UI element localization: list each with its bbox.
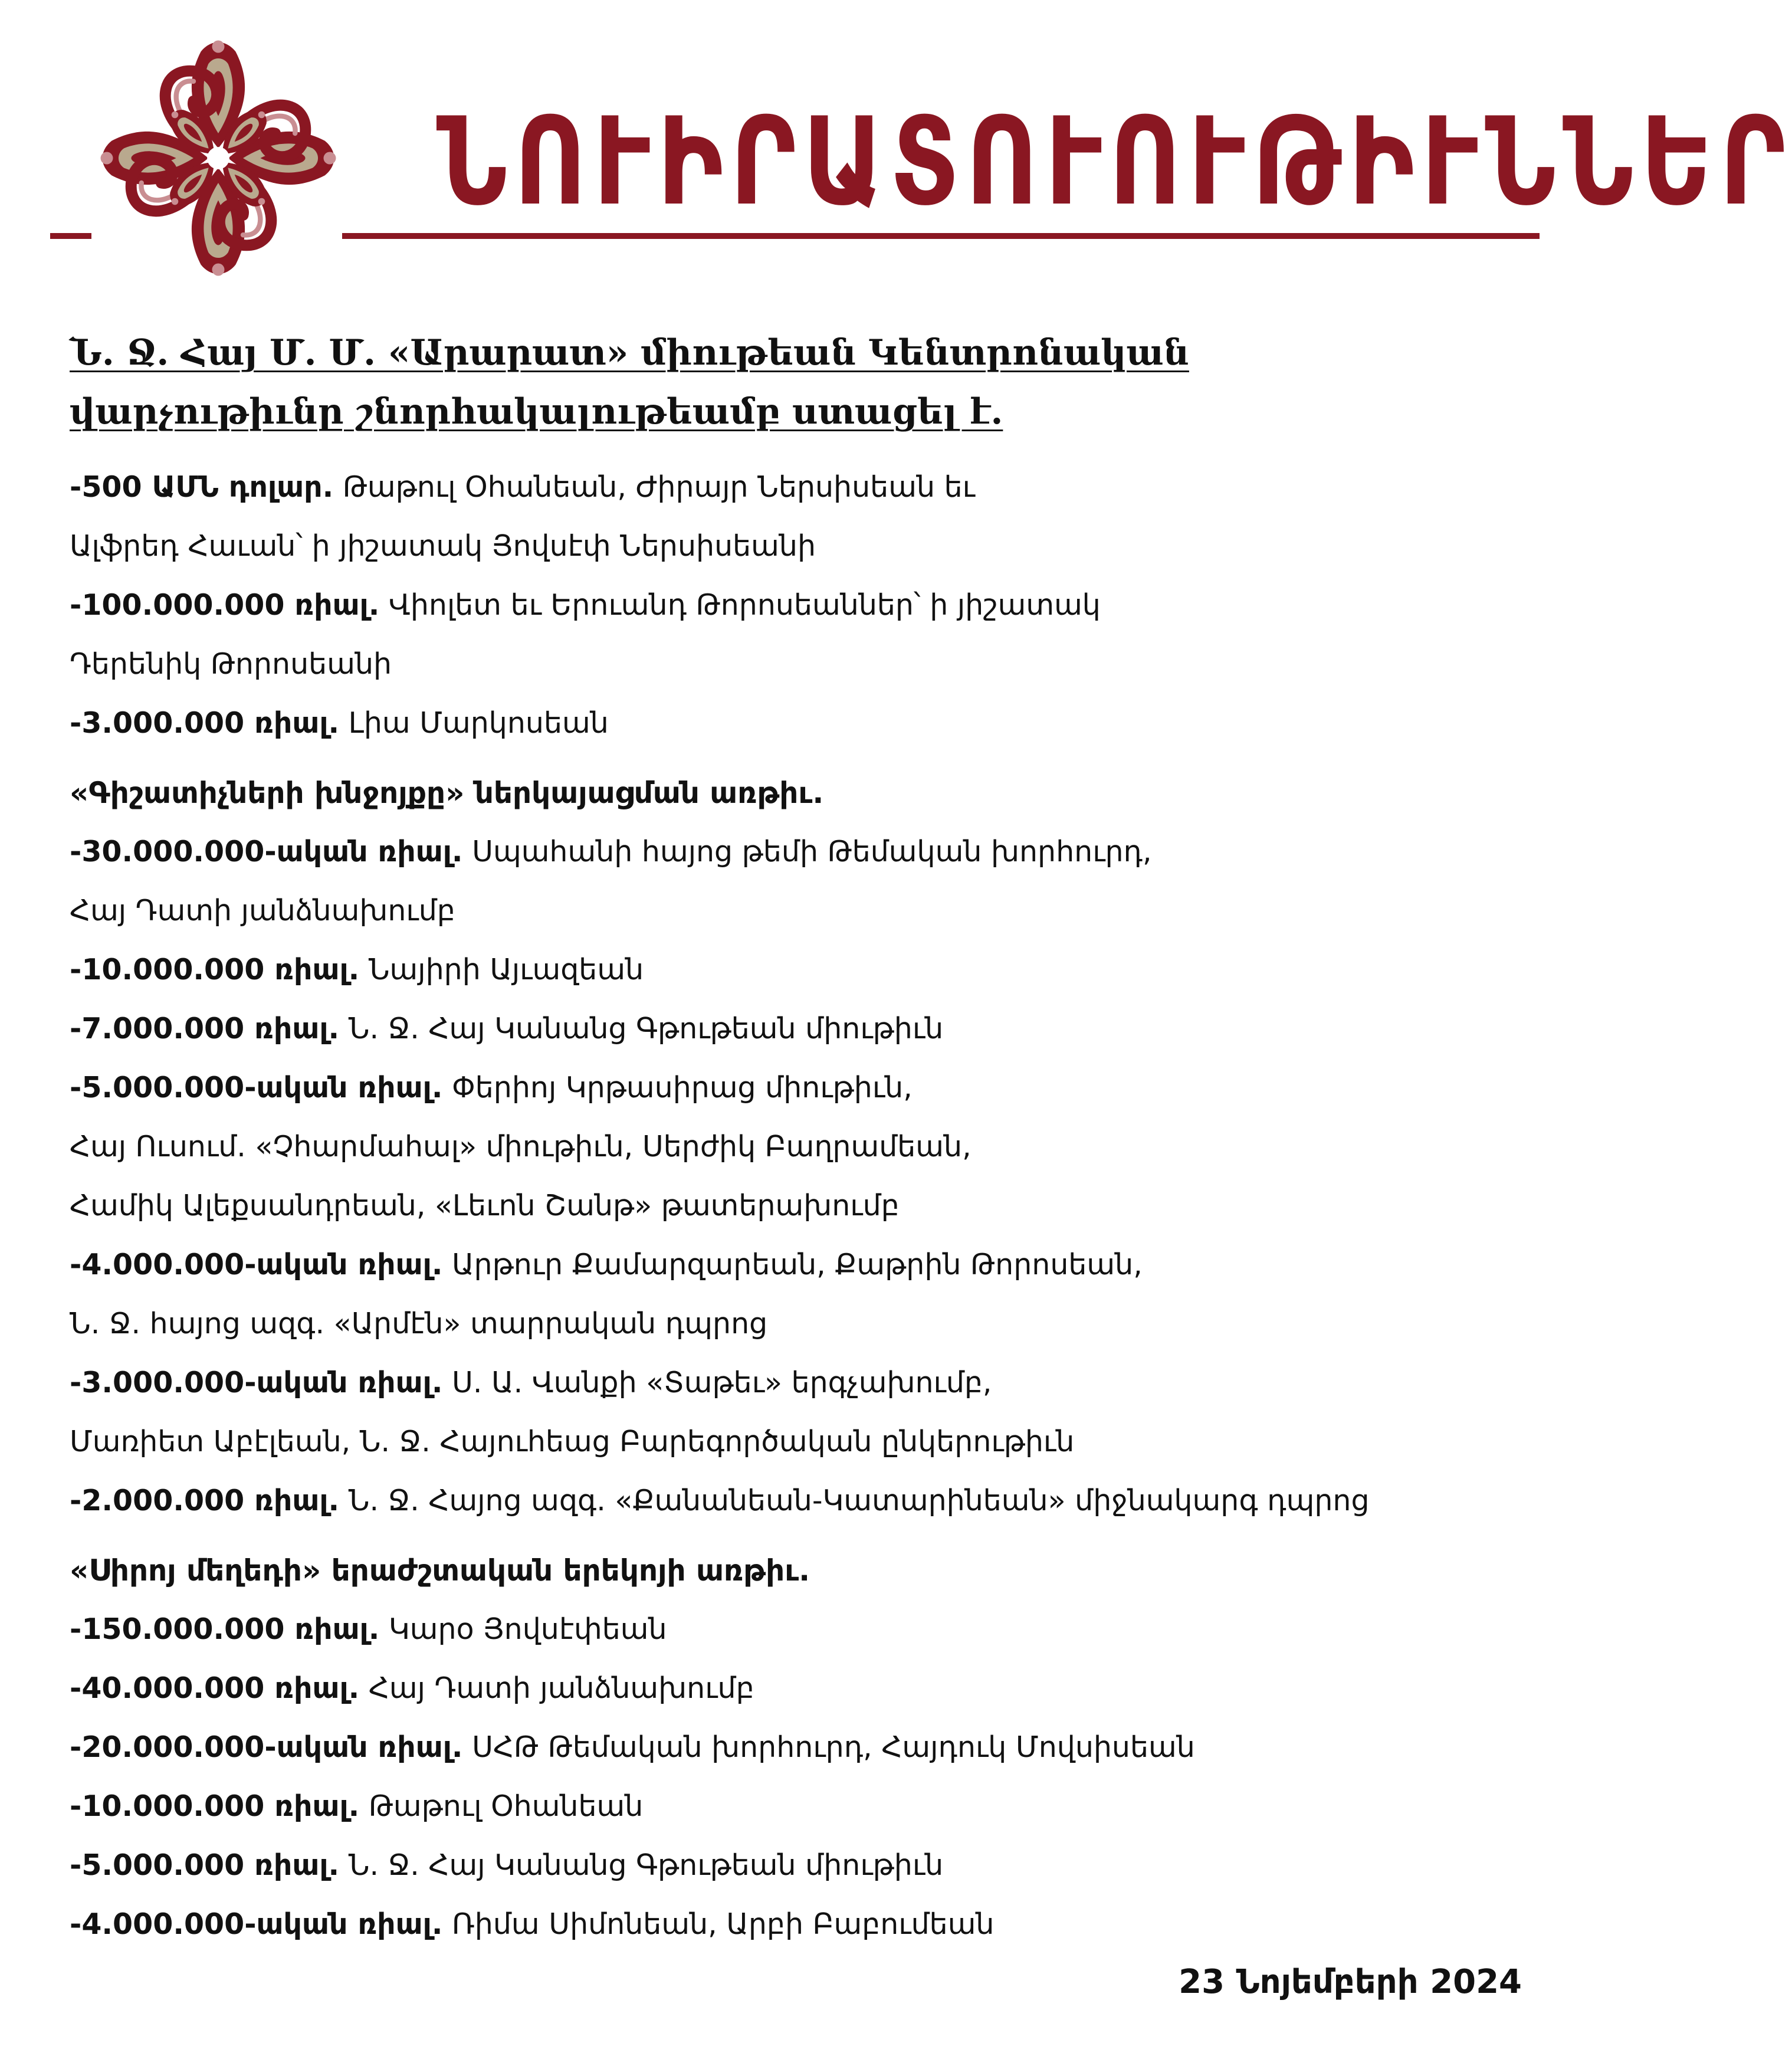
donation-block-3 [70,1600,1532,1954]
list-item: -5.000.000-ական ռիալ. Փերիոյ Կրթասիրաց միութիւն, [70,1071,913,1104]
list-item: -7.000.000 ռիալ. Ն. Ջ. Հայ Կանանց Գթութեան միութիւն [70,1012,944,1045]
header-rule-right [342,233,1540,239]
document-heading: Ն. Ջ. Հայ Մ. Մ. «Արարատ» միութեան Կենտրոնական վարչութիւնը շնորհակալութեամբ ստացել է. [70,332,1189,432]
document-date: 23 Նոյեմբերի 2024 [1179,1963,1522,2001]
list-item: Ալֆրեդ Հաւան՝ ի յիշատակ Յովսէփ Ներսիսեանի [70,529,816,563]
list-item: Համիկ Ալեքսանդրեան, «Լեւոն Շանթ» թատերախումբ [70,1189,900,1222]
list-item: -30.000.000-ական ռիալ. Սպահանի հայոց թեմի Թեմական խորհուրդ, [70,835,1152,868]
list-item: -2.000.000 ռիալ. Ն. Ջ. Հայոց ազգ. «Քանանեան-Կատարինեան» միջնակարգ դպրոց [70,1484,1370,1517]
list-item: -5.000.000 ռիալ. Ն. Ջ. Հայ Կանանց Գթութեան միութիւն [70,1848,944,1882]
list-item: Մառիետ Աբէլեան, Ն. Ջ. Հայուհեաց Բարեգործական ընկերութիւն [70,1425,1075,1458]
ornament-logo-icon [94,34,342,282]
header [0,0,1792,295]
section-title: «Գիշատիչների խնջոյքը» ներկայացման առթիւ. [70,776,824,810]
donation-block-2 [70,822,1532,1530]
list-item: Հայ Դատի յանձնախումբ [70,894,455,927]
list-item: -40.000.000 ռիալ. Հայ Դատի յանձնախումբ [70,1671,754,1705]
list-item: -4.000.000-ական ռիալ. Արթուր Քամարզարեան, Քաթրին Թորոսեան, [70,1248,1143,1281]
list-item: Ն. Ջ. հայոց ազգ. «Արմէն» տարրական դպրոց [70,1307,768,1340]
list-item: -10.000.000 ռիալ. Թաթուլ Օհանեան [70,1789,644,1823]
list-item: Հայ Ուսում. «Չհարմահալ» միութիւն, Սերժիկ Բաղրամեան, [70,1130,972,1163]
list-item: -3.000.000 ռիալ. Լիա Մարկոսեան [70,706,609,740]
list-item: -10.000.000 ռիալ. Նայիրի Այւազեան [70,953,644,986]
list-item: -3.000.000-ական ռիալ. Ս. Ա. Վանքի «Տաթեւ» երգչախումբ, [70,1366,992,1399]
document-body [70,323,1532,1954]
list-item: -20.000.000-ական ռիալ. ՍՀԹ Թեմական խորհուրդ, Հայդուկ Մովսիսեան [70,1730,1195,1764]
header-rule-left [50,233,91,239]
donation-block-1 [70,458,1532,753]
list-item: -150.000.000 ռիալ. Կարօ Յովսէփեան [70,1612,667,1646]
list-item: -100.000.000 ռիալ. Վիոլետ եւ Երուանդ Թորոսեաններ՝ ի յիշատակ [70,588,1101,622]
page-title: ՆՈՒԻՐԱՏՈՒՈՒԹԻՒՆՆԵՐ [436,92,1792,232]
list-item: -4.000.000-ական ռիալ. Ռիմա Սիմոնեան, Արբի Բաբումեան [70,1907,995,1941]
list-item: -500 ԱՄՆ դոլար. Թաթուլ Օհանեան, Ժիրայր Ներսիսեան եւ [70,470,975,504]
section-title: «Սիրոյ մեղեդի» երաժշտական երեկոյի առթիւ. [70,1553,810,1588]
list-item: Դերենիկ Թորոսեանի [70,647,392,681]
